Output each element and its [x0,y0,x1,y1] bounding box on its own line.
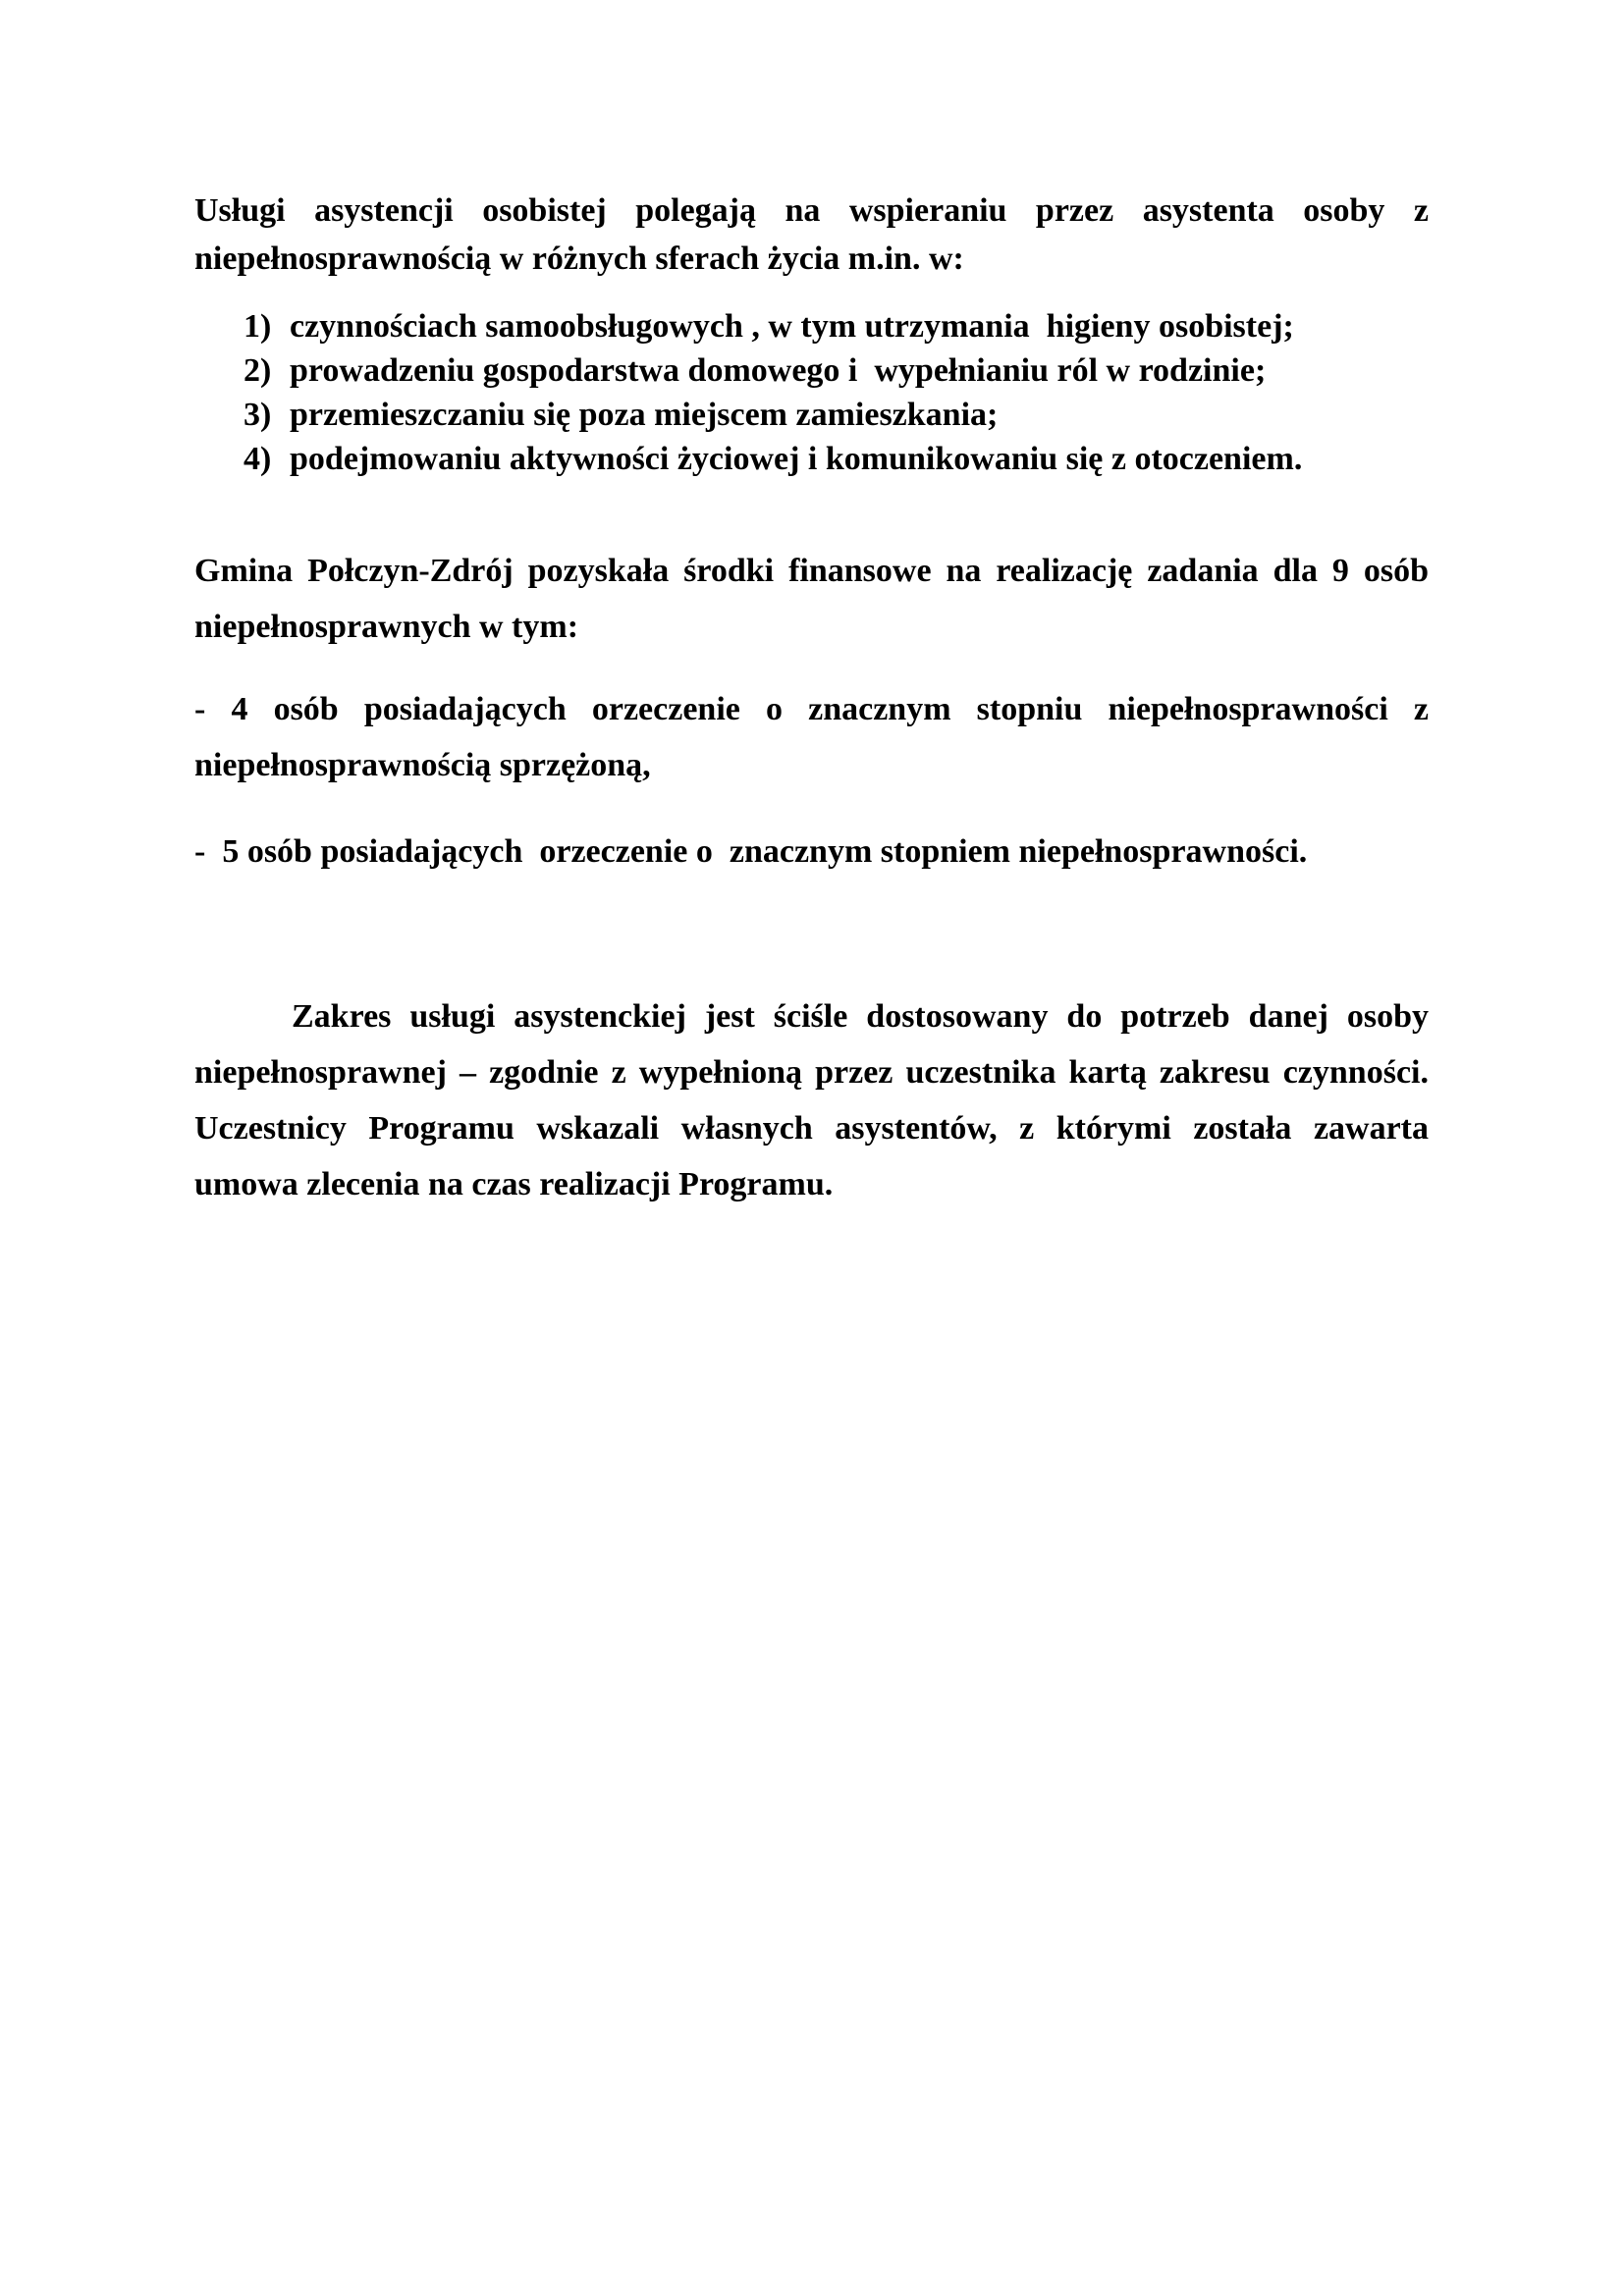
list-item [194,348,1429,393]
text-line: umowa zlecenia na czas realizacji Programu. [194,1166,834,1202]
paragraph-dash-4-osob [194,681,1429,793]
list-item-text: prowadzeniu gospodarstwa domowego i wypełnianiu ról w rodzinie; [290,352,1267,389]
list-item-number: 3) [244,397,272,433]
paragraph-gmina-funding [194,543,1429,655]
list-item-number: 2) [244,352,272,389]
list-item [194,437,1429,481]
document-content [194,187,1429,1212]
list-item-text: czynnościach samoobsługowych , w tym utrzymania higieny osobistej; [290,308,1294,345]
numbered-list-spheres [194,304,1429,481]
text-line: niepełnosprawnej – zgodnie z wypełnioną przez uczestnika kartą zakresu czynności. [194,1054,1429,1091]
text-line: - 5 osób posiadających orzeczenie o znacznym stopniem niepełnosprawności. [194,833,1308,870]
list-item-number: 1) [244,308,272,345]
list-item [194,304,1429,348]
list-item [194,393,1429,437]
text-line: Uczestnicy Programu wskazali własnych asystentów, z którymi została zawarta [194,1110,1429,1147]
text-line: Usługi asystencji osobistej polegają na wspieraniu przez asystenta osoby z [194,192,1429,229]
text-line: Zakres usługi asystenckiej jest ściśle dostosowany do potrzeb danej osoby [292,998,1429,1035]
list-item-number: 4) [244,441,272,477]
text-line: Gmina Połczyn-Zdrój pozyskała środki finansowe na realizację zadania dla 9 osób [194,553,1429,589]
paragraph-dash-5-osob [194,824,1429,880]
list-item-text: podejmowaniu aktywności życiowej i komunikowaniu się z otoczeniem. [290,441,1303,477]
text-line: niepełnosprawnością w różnych sferach życia m.in. w: [194,240,964,277]
list-item-text: przemieszczaniu się poza miejscem zamieszkania; [290,397,999,433]
paragraph-zakres-uslugi [194,988,1429,1212]
text-line: niepełnosprawnością sprzężoną, [194,747,651,783]
paragraph-intro [194,187,1429,283]
text-line: niepełnosprawnych w tym: [194,609,579,645]
text-line: - 4 osób posiadających orzeczenie o znacznym stopniu niepełnosprawności z [194,691,1429,727]
